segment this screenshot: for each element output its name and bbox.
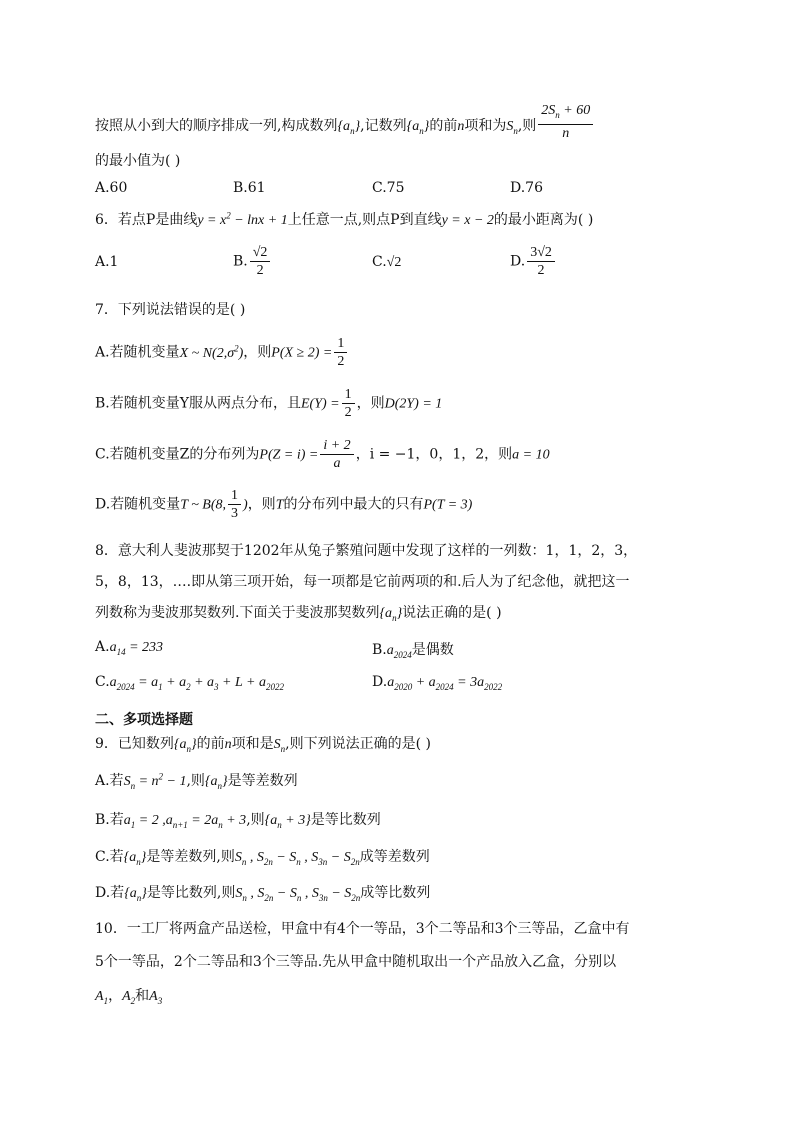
q7-stem: 7．下列说法错误的是( ): [95, 302, 246, 318]
text: 的最小距离为( ): [493, 212, 594, 228]
q7-option-b: B.若随机变量Y服从两点分布，且E(Y) = $\frac{1}{2}$ ，则D(2Y) = 1: [95, 387, 443, 420]
math: $\{a_n\}$: [406, 118, 430, 136]
q5-line1: [95, 103, 595, 146]
q6-option-b: B. $\frac{√2}{2}$: [233, 244, 272, 279]
q5-option-d: D.76: [510, 180, 543, 196]
math-sn: $S_n$: [506, 118, 518, 136]
text: 6．若点P是曲线: [95, 212, 198, 228]
q8-line3: 列数称为斐波那契数列.下面关于斐波那契数列$\{a_n\}$说法正确的是( ): [95, 605, 502, 623]
q9-option-b: B.若$a_1 = 2$ $,a_{n+1} = 2a_n + 3$,则$\{a_n + 3\}$是等比数列: [95, 812, 381, 830]
q8-option-b: $B.a_{2024}$是偶数: [372, 642, 454, 660]
q9-option-a: A.若$S_n = n^2 - 1$,则$\{a_n\}$是等差数列: [95, 771, 298, 791]
q5-option-b: B.61: [233, 180, 266, 196]
q6-option-c: C.√2: [372, 254, 402, 270]
q9-option-c: C.若$\{a_n\}$是等差数列,则$S_n$ , $S_{2n} - S_n$ , $S_{3n} - S_{2n}$成等差数列: [95, 849, 430, 867]
q7-option-a: A.若随机变量X ~ $N(2,\sigma^2)$，则P(X ≥ 2) = $\frac{1}{2}$: [95, 335, 349, 370]
text: 按照从小到大的顺序排成一列,构成数列: [95, 117, 338, 134]
math-line: y = x − 2: [441, 213, 494, 228]
q5-line2: 的最小值为( ): [95, 153, 181, 169]
q5-option-c: C.75: [372, 180, 405, 196]
q10-line2: 5个一等品，2个二等品和3个三等品.先从甲盒中随机取出一个产品放入乙盒，分别以: [95, 954, 617, 970]
q5-option-a: A.60: [95, 180, 128, 196]
q6-stem: [95, 209, 593, 229]
q6-option-a: A.1: [95, 254, 119, 270]
text: ,记数列: [360, 117, 407, 134]
math: $\{a_n\}$: [337, 118, 361, 136]
text: ,则: [517, 117, 537, 134]
q7-option-c: C.若随机变量Z的分布列为P(Z = i) = $\frac{i + 2}{a}$ ，i = −1，0，1，2，则a = 10: [95, 438, 550, 471]
q8-line1: 8．意大利人斐波那契于1202年从兔子繁殖问题中发现了这样的一列数：1，1，2，3，: [95, 543, 638, 559]
q8-option-c: $C.a_{2024} = a_1 + a_2 + a_3 + L + a_{2022}$: [95, 674, 284, 692]
q5-fraction: $\frac{2S_n + 60}{n}$: [538, 102, 593, 142]
q7-option-d: D.若随机变量T ~ B(8, $\frac{1}{3}$ )，则T的分布列中最大的只有P(T = 3): [95, 488, 473, 521]
q9-stem: 9．已知数列$\{a_n\}$的前n项和是$S_n$,则下列说法正确的是( ): [95, 736, 431, 754]
q8-line2: 5，8，13，….即从第三项开始，每一项都是它前两项的和.后人为了纪念他，就把这一: [95, 574, 630, 590]
math-n: n: [457, 118, 465, 134]
text: 的前: [429, 117, 458, 134]
q8-option-d: $D.a_{2020} + a_{2024} = 3a_{2022}$: [372, 674, 503, 692]
q8-option-a: $A.a_{14} = 233$: [95, 639, 164, 657]
math-curve: $y = x^2 - \ln x + 1$: [197, 210, 288, 228]
q10-line3: $A_1$，$A_2$和$A_3$: [95, 988, 163, 1006]
q10-line1: 10．一工厂将两盒产品送检，甲盒中有4个一等品，3个二等品和3个三等品，乙盒中有: [95, 921, 630, 937]
text: 项和为: [464, 117, 507, 134]
q6-option-d: D. $\frac{3√2}{2}$: [510, 244, 557, 279]
text: 上任意一点,则点P到直线: [287, 212, 442, 228]
section-title: 二、多项选择题: [95, 712, 193, 728]
q9-option-d: D.若$\{a_n\}$是等比数列,则$S_n$ , $S_{2n} - S_n$ , $S_{3n} - S_{2n}$成等比数列: [95, 885, 431, 903]
